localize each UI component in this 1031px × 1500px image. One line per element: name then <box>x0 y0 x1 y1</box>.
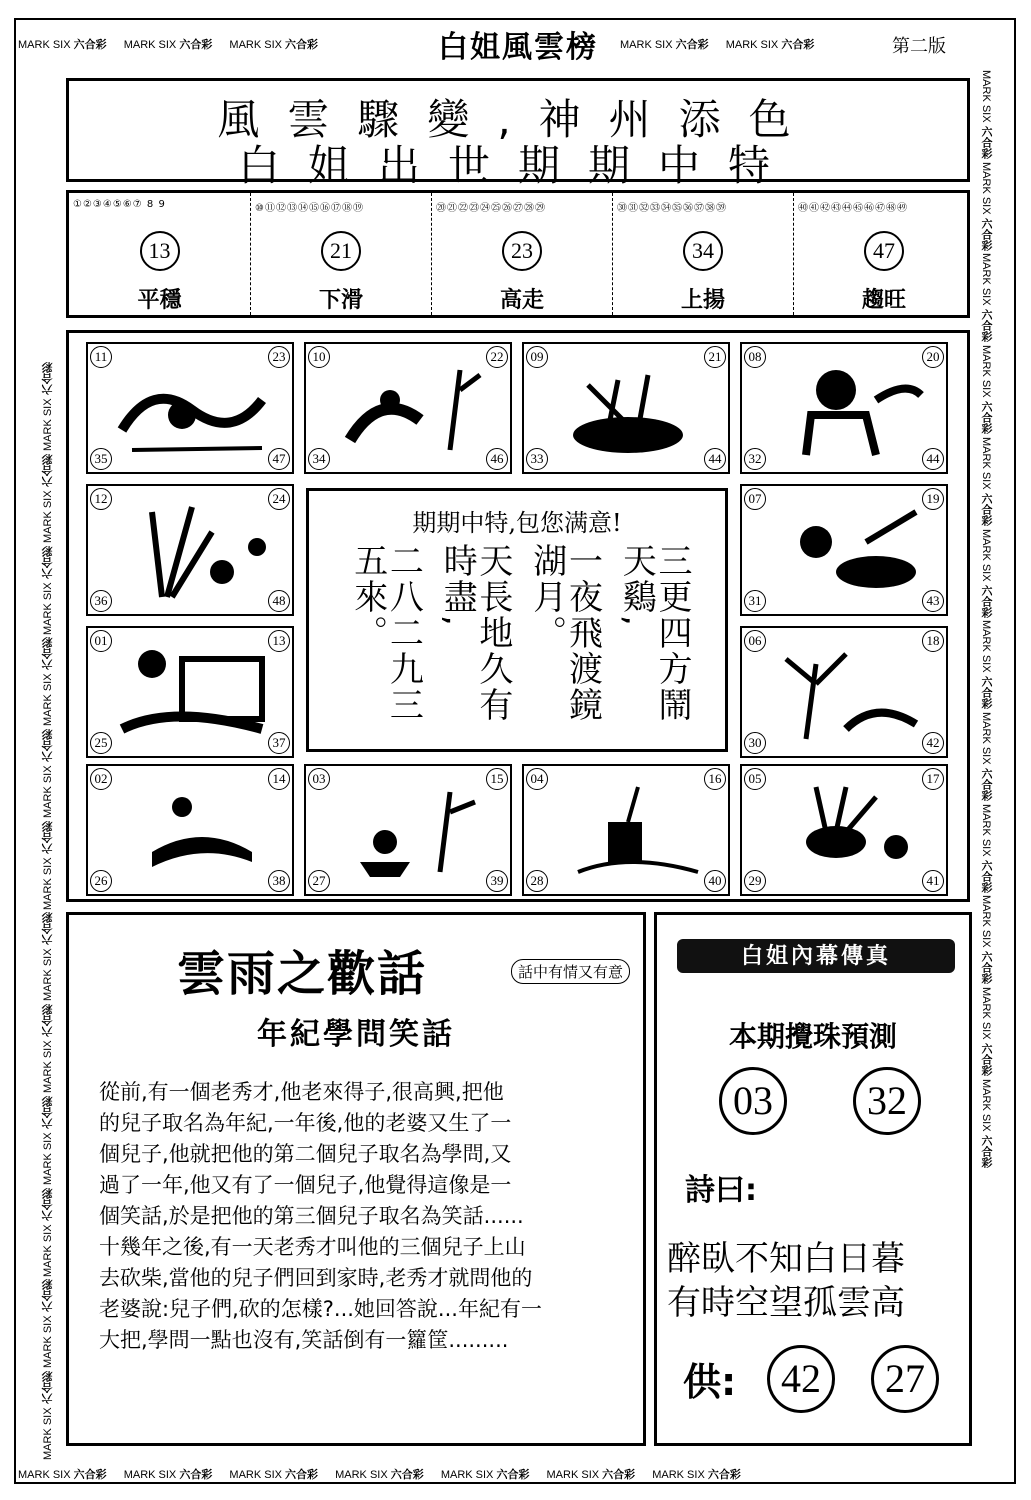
picture-tile <box>86 342 294 474</box>
number-scale: ㉚㉛㉜㉝㉞㉟㊱㊲㊳㊴ <box>617 203 727 214</box>
headline-line-1: 風雲驟變,神州添色 <box>217 95 819 144</box>
mark-six-label: MARK SIX 六合彩 <box>42 729 54 819</box>
tile-number: 39 <box>486 870 508 892</box>
joke-line: 大把,學問一點也沒有,笑話倒有一籮筐......... <box>99 1328 509 1352</box>
mark-six-label: MARK SIX 六合彩 <box>980 711 992 801</box>
tile-number: 19 <box>922 488 944 510</box>
picture-tile <box>740 626 948 758</box>
mark-six-label: MARK SIX 六合彩 <box>980 987 992 1076</box>
tile-number: 44 <box>922 448 944 470</box>
mark-six-label: MARK SIX 六合彩 <box>229 1469 319 1481</box>
prediction-number: 32 <box>853 1067 921 1135</box>
border-strip-top-right <box>620 36 885 54</box>
joke-subtitle: 年紀學問笑話 <box>257 1017 455 1052</box>
poem-title: 期期中特,包您满意! <box>412 509 622 537</box>
tile-number: 35 <box>90 448 112 470</box>
trend-label: 高走 <box>499 288 544 313</box>
tile-number: 34 <box>308 448 330 470</box>
tile-number: 09 <box>526 346 548 368</box>
mark-six-label: MARK SIX 六合彩 <box>980 161 992 251</box>
trend-col-5 <box>793 193 974 315</box>
trend-label: 上揚 <box>680 288 725 313</box>
tile-number: 28 <box>526 870 548 892</box>
joke-line: 從前,有一個老秀才,他老來得子,很高興,把他 <box>99 1080 504 1104</box>
poem-columns <box>347 543 692 743</box>
tile-number: 23 <box>268 346 290 368</box>
mark-six-label: MARK SIX 六合彩 <box>980 803 992 893</box>
trend-box <box>66 190 970 318</box>
joke-line: 去砍柴,當他的兒子們回到家時,老秀才就問他的 <box>99 1266 533 1290</box>
tile-number: 04 <box>526 768 548 790</box>
tile-number: 13 <box>268 630 290 652</box>
tile-number: 32 <box>744 448 766 470</box>
border-strip-top <box>18 36 418 54</box>
joke-line: 十幾年之後,有一天老秀才叫他的三個兒子上山 <box>99 1235 526 1259</box>
trend-number: 21 <box>321 231 361 271</box>
tile-number: 17 <box>922 768 944 790</box>
picture-tile <box>86 484 294 616</box>
tile-number: 20 <box>922 346 944 368</box>
picture-tile <box>86 626 294 758</box>
poem-label: 詩曰: <box>685 1173 757 1208</box>
offer-number: 27 <box>871 1345 939 1413</box>
tile-number: 14 <box>268 768 290 790</box>
tile-number: 18 <box>922 630 944 652</box>
tile-number: 42 <box>922 732 944 754</box>
mark-six-label: MARK SIX 六合彩 <box>123 39 213 51</box>
mark-six-label: MARK SIX 六合彩 <box>980 70 992 159</box>
tile-number: 29 <box>744 870 766 892</box>
edition-label: 第二版 <box>892 36 946 57</box>
mark-six-label: MARK SIX 六合彩 <box>980 620 992 709</box>
joke-line: 個兒子,他就把他的第二個兒子取名為學問,又 <box>99 1142 512 1166</box>
trend-col-3 <box>431 193 612 315</box>
mark-six-label: MARK SIX 六合彩 <box>42 362 54 452</box>
joke-line: 個笑話,於是把他的第三個兒子取名為笑話...... <box>99 1204 524 1228</box>
ink-painting-icon <box>112 502 272 602</box>
mark-six-label: MARK SIX 六合彩 <box>440 1469 530 1481</box>
picture-tile <box>86 764 294 896</box>
mark-six-label: MARK SIX 六合彩 <box>42 1371 54 1460</box>
picture-tile <box>740 484 948 616</box>
tile-number: 12 <box>90 488 112 510</box>
mark-six-label: MARK SIX 六合彩 <box>980 1078 992 1168</box>
mark-six-label: MARK SIX 六合彩 <box>546 1469 636 1481</box>
tile-number: 08 <box>744 346 766 368</box>
tile-number: 11 <box>90 346 112 368</box>
tile-number: 05 <box>744 768 766 790</box>
paper-title: 白姐風雲榜 <box>438 30 598 65</box>
picture-tile <box>304 764 512 896</box>
mark-six-label: MARK SIX 六合彩 <box>229 39 319 51</box>
picture-tile <box>304 342 512 474</box>
tile-number: 46 <box>486 448 508 470</box>
number-scale: ⑩⑪⑫⑬⑭⑮⑯⑰⑱⑲ <box>255 203 364 214</box>
ink-painting-icon <box>112 360 272 460</box>
tile-number: 30 <box>744 732 766 754</box>
trend-number: 23 <box>502 231 542 271</box>
trend-number: 13 <box>140 231 180 271</box>
mark-six-label: MARK SIX 六合彩 <box>980 436 992 526</box>
ink-painting-icon <box>766 644 926 744</box>
ink-painting-icon <box>330 782 490 882</box>
mark-six-label: MARK SIX 六合彩 <box>980 345 992 434</box>
picture-tile <box>740 764 948 896</box>
headline-box <box>66 78 970 190</box>
mark-six-label: MARK SIX 六合彩 <box>18 1469 107 1481</box>
tile-number: 41 <box>922 870 944 892</box>
mark-six-label: MARK SIX 六合彩 <box>42 637 54 727</box>
tile-number: 22 <box>486 346 508 368</box>
border-strip-right <box>980 70 1008 1460</box>
poem-line: 天長地久有時盡, <box>437 543 513 723</box>
border-strip-left <box>26 70 54 1460</box>
trend-col-2 <box>250 193 431 315</box>
poem-line: 一夜飛渡鏡湖月。 <box>526 543 603 723</box>
tile-number: 44 <box>704 448 726 470</box>
mark-six-label: MARK SIX 六合彩 <box>980 895 992 984</box>
tile-number: 37 <box>268 732 290 754</box>
headline-line-2: 白姐出世期期中特 <box>237 141 798 190</box>
ink-painting-icon <box>112 782 272 882</box>
mark-six-label: MARK SIX 六合彩 <box>980 528 992 618</box>
mark-six-label: MARK SIX 六合彩 <box>980 253 992 343</box>
ink-painting-icon <box>766 360 926 460</box>
joke-tag: 話中有情又有意 <box>511 959 630 984</box>
trend-label: 平穩 <box>137 288 182 313</box>
tile-number: 16 <box>704 768 726 790</box>
joke-box <box>66 912 646 1446</box>
border-strip-bottom <box>18 1466 888 1484</box>
tile-number: 26 <box>90 870 112 892</box>
picture-tile <box>522 342 730 474</box>
mark-six-label: MARK SIX 六合彩 <box>42 821 54 910</box>
tile-number: 43 <box>922 590 944 612</box>
mark-six-label: MARK SIX 六合彩 <box>42 454 54 543</box>
ink-painting-icon <box>766 782 926 882</box>
mark-six-label: MARK SIX 六合彩 <box>620 39 709 51</box>
ink-painting-icon <box>330 360 490 460</box>
mark-six-label: MARK SIX 六合彩 <box>42 1004 54 1094</box>
poem-line: 二八二九三五來。 <box>347 543 424 723</box>
mark-six-label: MARK SIX 六合彩 <box>18 39 107 51</box>
joke-line: 的兒子取名為年紀,一年後,他的老婆又生了一 <box>99 1111 512 1135</box>
trend-col-1 <box>69 193 250 315</box>
trend-label: 趨旺 <box>861 288 906 313</box>
poem-line: 三更四方鬧天鷄, <box>616 543 692 723</box>
tile-number: 31 <box>744 590 766 612</box>
tile-number: 07 <box>744 488 766 510</box>
tile-number: 02 <box>90 768 112 790</box>
offer-label: 供: <box>683 1360 737 1404</box>
tile-number: 25 <box>90 732 112 754</box>
prediction-box <box>654 912 972 1446</box>
joke-body <box>99 1077 639 1356</box>
tile-number: 47 <box>268 448 290 470</box>
prediction-number: 03 <box>719 1067 787 1135</box>
mark-six-label: MARK SIX 六合彩 <box>42 1096 54 1185</box>
mark-six-label: MARK SIX 六合彩 <box>42 912 54 1002</box>
joke-line: 老婆說:兒子們,砍的怎樣?...她回答說...年紀有一 <box>99 1297 542 1321</box>
joke-title: 雲雨之歡話 <box>177 946 428 1002</box>
tile-number: 10 <box>308 346 330 368</box>
mark-six-label: MARK SIX 六合彩 <box>42 546 54 635</box>
ink-painting-icon <box>766 502 926 602</box>
tile-number: 36 <box>90 590 112 612</box>
mark-six-label: MARK SIX 六合彩 <box>335 1469 424 1481</box>
tile-number: 27 <box>308 870 330 892</box>
tile-number: 48 <box>268 590 290 612</box>
prediction-heading: 本期攪珠預測 <box>728 1020 897 1053</box>
picture-tile <box>740 342 948 474</box>
ink-painting-icon <box>548 360 708 460</box>
poem-box <box>306 488 728 752</box>
verse-line: 醉臥不知白日暮 <box>667 1239 905 1279</box>
tile-number: 33 <box>526 448 548 470</box>
picture-tile <box>522 764 730 896</box>
tile-number: 06 <box>744 630 766 652</box>
tile-number: 15 <box>486 768 508 790</box>
trend-label: 下滑 <box>318 288 363 313</box>
tile-number: 38 <box>268 870 290 892</box>
tile-number: 21 <box>704 346 726 368</box>
mark-six-label: MARK SIX 六合彩 <box>725 39 815 51</box>
tile-number: 01 <box>90 630 112 652</box>
mark-six-label: MARK SIX 六合彩 <box>42 1279 54 1369</box>
number-scale: ①②③④⑤⑥⑦ 8 9 <box>73 199 166 210</box>
tile-number: 40 <box>704 870 726 892</box>
trend-col-4 <box>612 193 793 315</box>
trend-number: 47 <box>864 231 904 271</box>
tile-number: 03 <box>308 768 330 790</box>
number-scale: ㊵㊶㊷㊸㊹㊺㊻㊼㊽㊾ <box>798 203 908 214</box>
insider-banner: 白姐內幕傳真 <box>677 939 955 973</box>
tile-number: 24 <box>268 488 290 510</box>
mark-six-label: MARK SIX 六合彩 <box>123 1469 213 1481</box>
offer-number: 42 <box>767 1345 835 1413</box>
mark-six-label: MARK SIX 六合彩 <box>652 1469 741 1481</box>
verse-line: 有時空望孤雲高 <box>667 1283 905 1323</box>
mark-six-label: MARK SIX 六合彩 <box>42 1187 54 1277</box>
ink-painting-icon <box>548 782 708 882</box>
number-scale: ⑳㉑㉒㉓㉔㉕㉖㉗㉘㉙ <box>436 203 546 214</box>
joke-line: 過了一年,他又有了一個兒子,他覺得這像是一 <box>99 1173 512 1197</box>
trend-number: 34 <box>683 231 723 271</box>
ink-painting-icon <box>112 644 272 744</box>
